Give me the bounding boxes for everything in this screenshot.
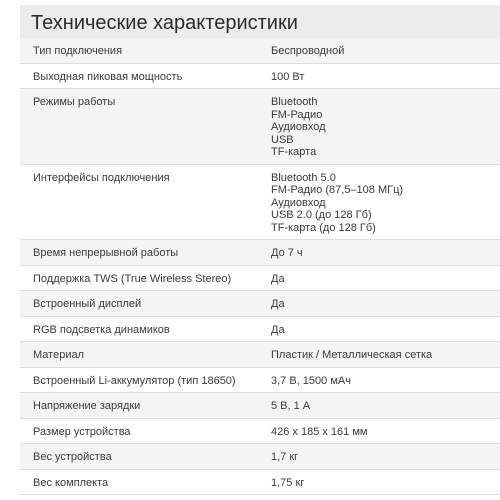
spec-value bbox=[257, 418, 500, 444]
spec-value bbox=[257, 367, 500, 393]
spec-label: Выходная пиковая мощность bbox=[20, 63, 257, 89]
spec-value-line: TF-карта (до 128 Гб) bbox=[271, 221, 376, 234]
spec-value bbox=[257, 38, 500, 63]
spec-value-line: Bluetooth bbox=[271, 96, 318, 108]
spec-value-line: Аудиовход bbox=[271, 121, 326, 133]
spec-value-line: TF-карта bbox=[271, 146, 317, 158]
spec-value-line: 1,7 кг bbox=[271, 451, 299, 463]
spec-value-line: Аудиовход bbox=[271, 196, 326, 209]
spec-label: Вес комплекта bbox=[20, 469, 257, 495]
spec-value-line: До 7 ч bbox=[271, 247, 303, 259]
spec-row bbox=[20, 291, 500, 317]
spec-value bbox=[257, 393, 500, 419]
spec-value bbox=[257, 164, 500, 240]
spec-row bbox=[20, 240, 500, 266]
specifications-table bbox=[20, 38, 500, 495]
spec-label: Вес устройства bbox=[20, 444, 257, 470]
spec-row bbox=[20, 265, 500, 291]
spec-label: Встроенный Li-аккумулятор (тип 18650) bbox=[20, 367, 257, 393]
spec-value bbox=[257, 240, 500, 266]
spec-value bbox=[257, 265, 500, 291]
spec-row bbox=[20, 418, 500, 444]
spec-row bbox=[20, 38, 500, 63]
spec-value-line: Беспроводной bbox=[271, 45, 345, 57]
page-title: Технические характеристики bbox=[20, 5, 500, 41]
spec-label: Встроенный дисплей bbox=[20, 291, 257, 317]
spec-value-line: 3,7 В, 1500 мАч bbox=[271, 374, 351, 387]
spec-row bbox=[20, 393, 500, 419]
spec-value-line: FM-Радио (87,5–108 МГц) bbox=[271, 184, 404, 196]
spec-value-line: 426 x 185 x 161 мм bbox=[271, 425, 368, 438]
spec-value-line: Да bbox=[271, 298, 285, 310]
spec-value-line: 100 Вт bbox=[271, 70, 305, 83]
spec-value-line: USB 2.0 (до 128 Гб) bbox=[271, 209, 372, 221]
spec-row bbox=[20, 89, 500, 165]
spec-value bbox=[257, 63, 500, 89]
spec-label: Время непрерывной работы bbox=[20, 240, 257, 266]
spec-label: Тип подключения bbox=[20, 38, 257, 63]
spec-value-line: 1,75 кг bbox=[271, 476, 305, 489]
spec-label: Материал bbox=[20, 342, 257, 368]
spec-label: Размер устройства bbox=[20, 418, 257, 444]
spec-row bbox=[20, 367, 500, 393]
spec-value bbox=[257, 316, 500, 342]
spec-row bbox=[20, 63, 500, 89]
spec-value bbox=[257, 469, 500, 495]
spec-row bbox=[20, 316, 500, 342]
spec-row bbox=[20, 342, 500, 368]
spec-value bbox=[257, 89, 500, 165]
spec-value-line: FM-Радио bbox=[271, 108, 323, 121]
spec-value bbox=[257, 444, 500, 470]
spec-value-line: Да bbox=[271, 272, 285, 285]
spec-value-line: Да bbox=[271, 323, 285, 336]
spec-label: Интерфейсы подключения bbox=[20, 164, 257, 240]
spec-label: Напряжение зарядки bbox=[20, 393, 257, 419]
spec-value-line: Bluetooth 5.0 bbox=[271, 171, 336, 184]
spec-value bbox=[257, 342, 500, 368]
spec-value bbox=[257, 291, 500, 317]
specifications-table-body bbox=[20, 38, 500, 495]
spec-value-line: Пластик / Металлическая сетка bbox=[271, 349, 433, 361]
spec-label: Поддержка TWS (True Wireless Stereo) bbox=[20, 265, 257, 291]
spec-label: RGB подсветка динамиков bbox=[20, 316, 257, 342]
spec-row bbox=[20, 164, 500, 240]
spec-value-line: 5 В, 1 А bbox=[271, 400, 311, 412]
spec-row bbox=[20, 469, 500, 495]
spec-label: Режимы работы bbox=[20, 89, 257, 165]
spec-value-line: USB bbox=[271, 133, 294, 146]
spec-row bbox=[20, 444, 500, 470]
